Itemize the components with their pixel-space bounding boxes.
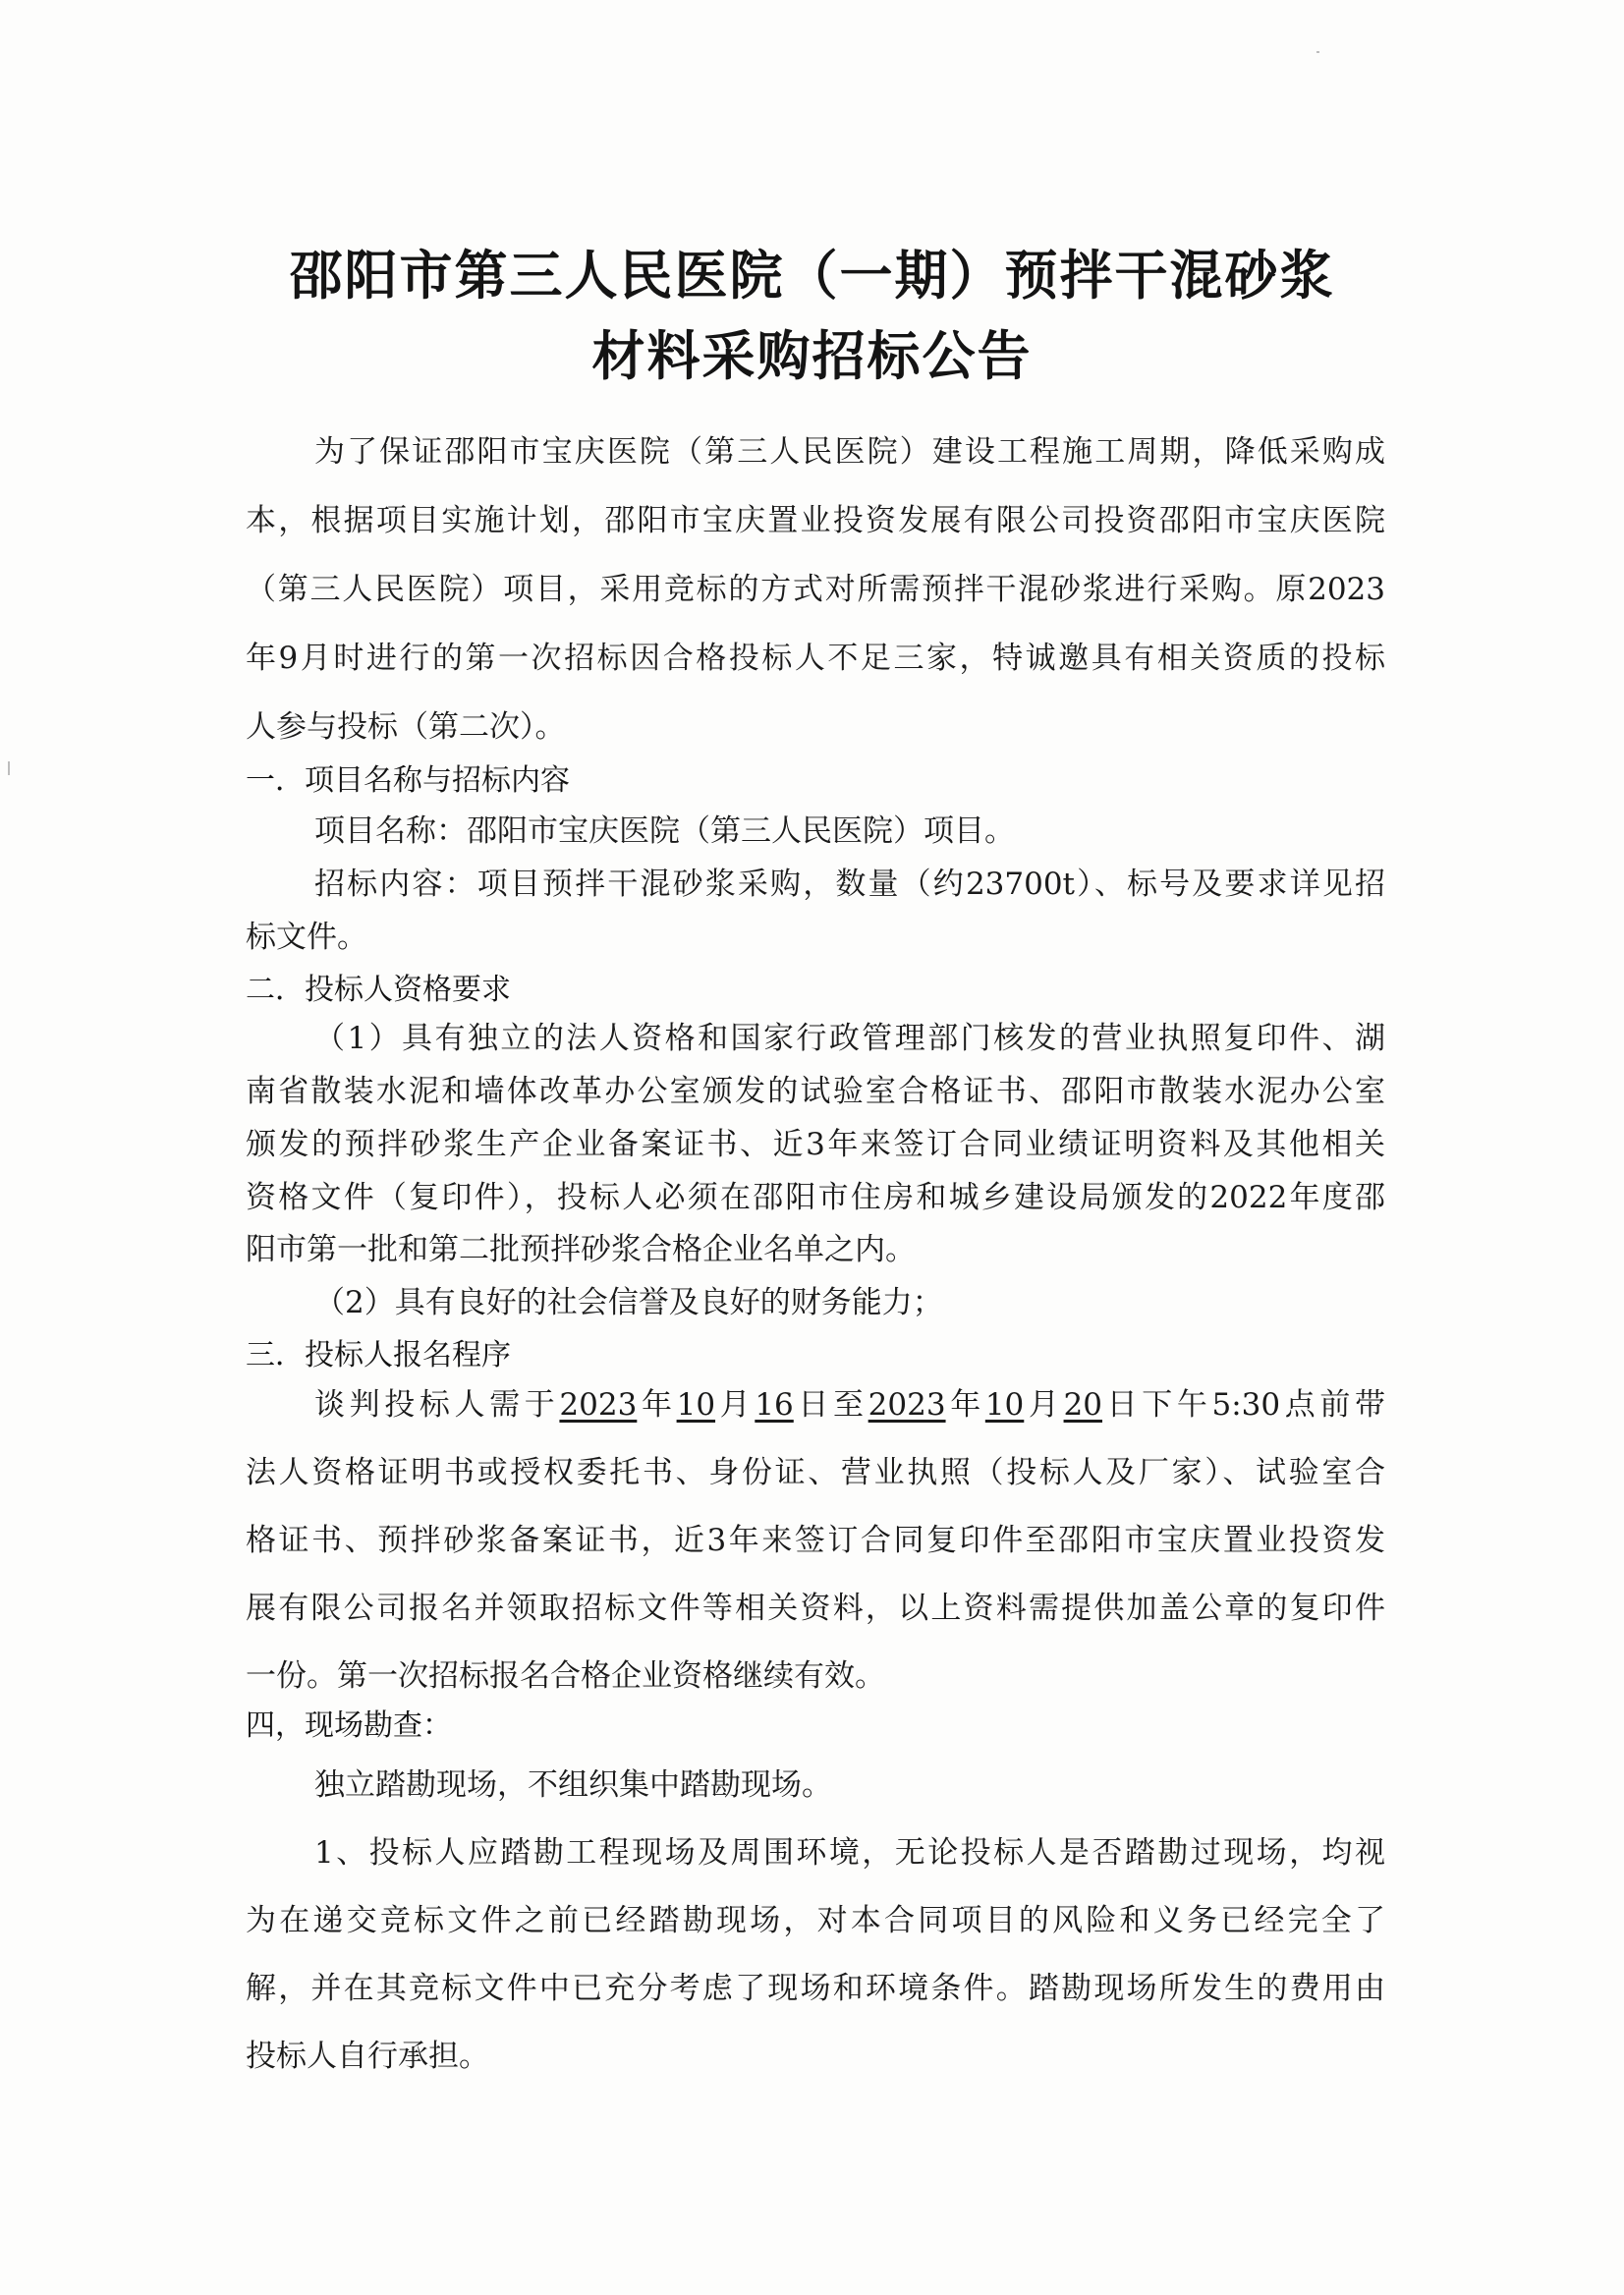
intro-line: 年9月时进行的第一次招标因合格投标人不足三家，特诚邀具有相关资质的投标 xyxy=(246,641,1385,676)
section2-line: 资格文件（复印件），投标人必须在邵阳市住房和城乡建设局颁发的2022年度邵 xyxy=(246,1180,1385,1215)
intro-line: （第三人民医院）项目，采用竞标的方式对所需预拌干混砂浆进行采购。原2023 xyxy=(246,572,1385,607)
section4-line: 为在递交竞标文件之前已经踏勘现场，对本合同项目的风险和义务已经完全了 xyxy=(246,1903,1385,1938)
end-month: 10 xyxy=(984,1387,1025,1423)
section4-line: 1、投标人应踏勘工程现场及周围环境，无论投标人是否踏勘过现场，均视 xyxy=(314,1835,1385,1871)
section3-line: 格证书、预拌砂浆备案证书，近3年来签订合同复印件至邵阳市宝庆置业投资发 xyxy=(246,1523,1385,1558)
section2-line: 阳市第一批和第二批预拌砂浆合格企业名单之内。 xyxy=(246,1232,916,1267)
section2-line: （1）具有独立的法人资格和国家行政管理部门核发的营业执照复印件、湖 xyxy=(314,1021,1385,1056)
end-year: 2023 xyxy=(868,1387,946,1423)
registration-period-line xyxy=(314,1385,1385,1425)
registration-text: 年 xyxy=(945,1387,985,1423)
section-heading-3: 三．投标人报名程序 xyxy=(246,1338,511,1372)
section2-line: （2）具有良好的社会信誉及良好的财务能力； xyxy=(314,1285,943,1320)
registration-text: 谈判投标人需于 xyxy=(314,1387,560,1423)
intro-line: 为了保证邵阳市宝庆医院（第三人民医院）建设工程施工周期，降低采购成 xyxy=(314,434,1385,470)
intro-line: 人参与投标（第二次）。 xyxy=(246,709,566,745)
section3-line: 展有限公司报名并领取招标文件等相关资料，以上资料需提供加盖公章的复印件 xyxy=(246,1591,1385,1626)
document-title-line-2: 材料采购招标公告 xyxy=(591,325,1033,387)
start-day: 16 xyxy=(755,1387,794,1423)
start-month: 10 xyxy=(676,1387,716,1423)
section1-line: 项目名称：邵阳市宝庆医院（第三人民医院）项目。 xyxy=(314,813,1015,849)
section3-line: 一份。第一次招标报名合格企业资格继续有效。 xyxy=(246,1658,885,1694)
section-heading-4: 四，现场勘查： xyxy=(246,1708,452,1743)
scan-speck xyxy=(1316,51,1319,53)
section1-line: 标文件。 xyxy=(246,920,367,955)
registration-text: 日下午5:30点前带 xyxy=(1102,1387,1386,1423)
section1-line: 招标内容：项目预拌干混砂浆采购，数量（约23700t）、标号及要求详见招 xyxy=(314,867,1385,902)
intro-line: 本，根据项目实施计划，邵阳市宝庆置业投资发展有限公司投资邵阳市宝庆医院 xyxy=(246,503,1385,538)
section2-line: 南省散装水泥和墙体改革办公室颁发的试验室合格证书、邵阳市散装水泥办公室 xyxy=(246,1074,1385,1109)
registration-text: 月 xyxy=(715,1387,756,1423)
start-year: 2023 xyxy=(559,1387,638,1423)
scan-edge-mark xyxy=(8,761,10,775)
registration-text: 月 xyxy=(1024,1387,1064,1423)
section3-line: 法人资格证明书或授权委托书、身份证、营业执照（投标人及厂家）、试验室合 xyxy=(246,1455,1385,1490)
section2-line: 颁发的预拌砂浆生产企业备案证书、近3年来签订合同业绩证明资料及其他相关 xyxy=(246,1127,1385,1162)
registration-text: 日至 xyxy=(793,1387,868,1423)
section4-line: 独立踏勘现场，不组织集中踏勘现场。 xyxy=(314,1767,832,1803)
section-heading-1: 一．项目名称与招标内容 xyxy=(246,763,570,798)
document-title-line-1: 邵阳市第三人民医院（一期）预拌干混砂浆 xyxy=(289,245,1335,307)
section4-line: 投标人自行承担。 xyxy=(246,2039,489,2074)
section4-line: 解，并在其竞标文件中已充分考虑了现场和环境条件。踏勘现场所发生的费用由 xyxy=(246,1971,1385,2006)
end-day: 20 xyxy=(1063,1387,1102,1423)
section-heading-2: 二．投标人资格要求 xyxy=(246,973,511,1007)
registration-text: 年 xyxy=(637,1387,677,1423)
